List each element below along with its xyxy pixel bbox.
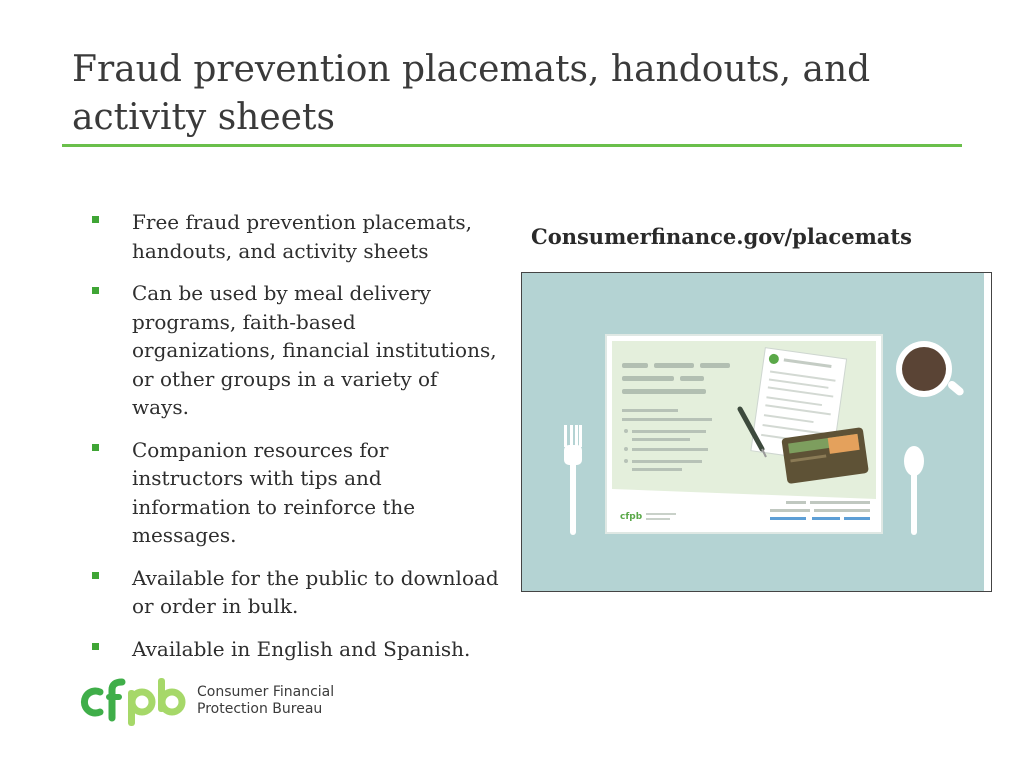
bullet-item	[90, 564, 500, 621]
bullet-marker-icon	[92, 444, 99, 451]
bullet-text: Available for the public to download or order in bulk.	[132, 565, 499, 618]
bullet-marker-icon	[92, 572, 99, 579]
placemat-illustration	[521, 272, 992, 592]
cfpb-logo-icon	[78, 676, 186, 728]
bullet-text: Can be used by meal delivery programs, faith-based organizations, financial institutions, or other groups in a variety of ways.	[132, 281, 497, 419]
placemats-url-label: Consumerfinance.gov/placemats	[531, 224, 912, 249]
bullet-marker-icon	[92, 643, 99, 650]
bullet-item	[90, 635, 500, 664]
slide-title: Fraud prevention placemats, handouts, and activity sheets	[72, 49, 871, 138]
bullet-item	[90, 436, 500, 550]
title-divider	[62, 144, 962, 147]
logo-line-1: Consumer Financial	[197, 684, 335, 700]
placemat-illustration-icon	[522, 273, 991, 591]
bullet-text: Available in English and Spanish.	[132, 636, 471, 661]
cfpb-logo	[78, 676, 186, 732]
logo-line-2: Protection Bureau	[197, 701, 323, 717]
bullet-item	[90, 279, 500, 422]
bullet-marker-icon	[92, 287, 99, 294]
svg-text:cfpb: cfpb	[620, 512, 643, 522]
bullet-item	[90, 208, 500, 265]
bullet-list	[90, 208, 500, 677]
cfpb-logo-text	[197, 684, 334, 718]
bullet-marker-icon	[92, 216, 99, 223]
bullet-text: Companion resources for instructors with tips and information to reinforce the messages.	[132, 437, 416, 547]
bullet-text: Free fraud prevention placemats, handouts, and activity sheets	[132, 210, 473, 263]
